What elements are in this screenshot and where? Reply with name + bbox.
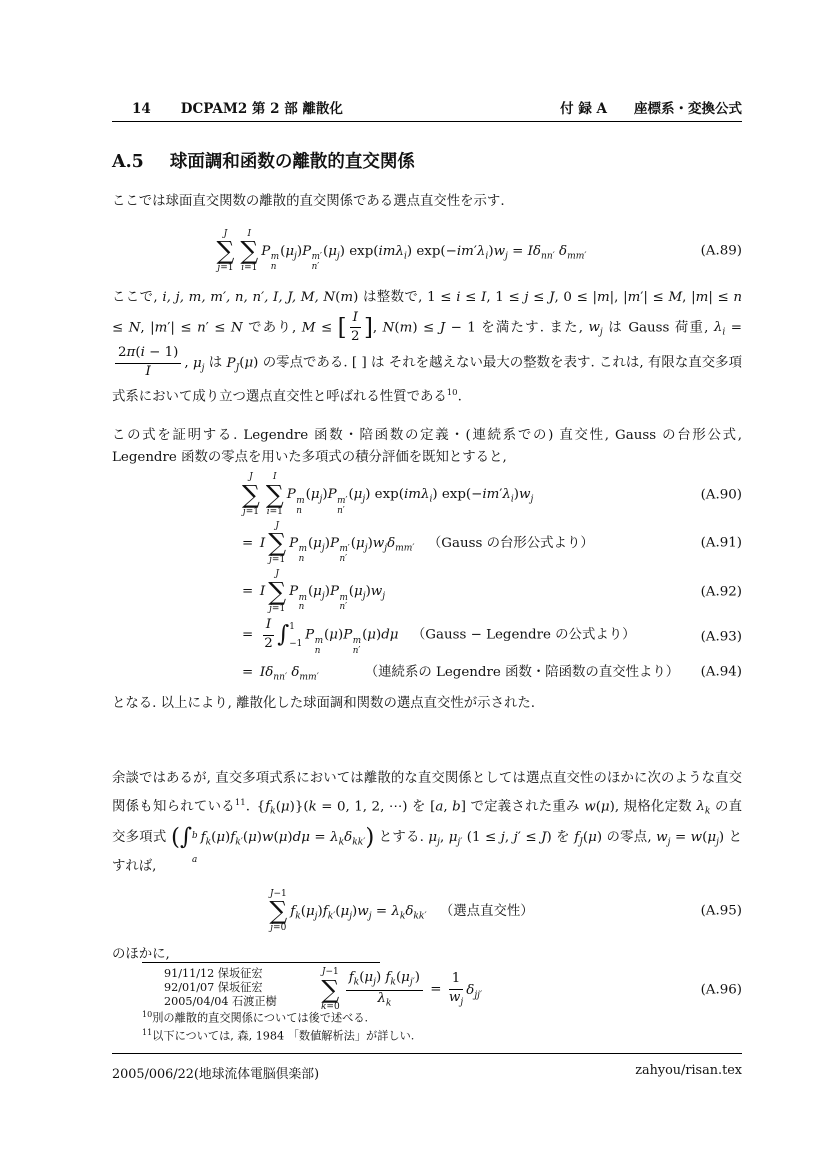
conclusion-paragraph: となる. 以上により, 離散化した球面調和関数の選点直交性が示された. xyxy=(112,696,535,712)
header-left xyxy=(112,97,343,117)
section-number: A.5 xyxy=(112,152,144,172)
equation-a94-number: (A.94) xyxy=(700,664,742,680)
section-title: 球面調和函数の離散的直交関係 xyxy=(169,152,415,172)
aside-paragraph: 余談ではあるが, 直交多項式系においては離散的な直交関係としては選点直交性のほかに次のような直交関係も知られている$^{11}$. $\{f_k(\mu)\}(k = 0$, 1, 2, ⋯) を [a, b] で定義された重み w(μ), 規格化定数 $\lambda_k$ の直交多項式 (∫ b a $f_k(\mu)f_{k'}(\mu)w(\mu)d\mu = \lambda_k\delta_{kk'}$) とする. $\mu_j$, $\mu_{j'}$ (1 ≤ j, j′ ≤ J) を $f_J(\mu)$ の零点, $w_j = w(\mu_j)$ とすれば, xyxy=(112,770,742,874)
footnote-10-mark: 10 xyxy=(142,1010,153,1020)
equation-a89-number: (A.89) xyxy=(700,243,742,259)
page-header xyxy=(112,97,742,117)
header-left-title: DCPAM2 第 2 部 離散化 xyxy=(180,101,343,117)
footnote-11-text: 以下については, 森, 1984 「数値解析法」が詳しい. xyxy=(152,1030,415,1044)
equation-a89-row xyxy=(112,229,742,274)
equation-a95-number: (A.95) xyxy=(700,903,742,919)
revision-log-entry: 2005/04/04 石渡正樹 xyxy=(164,994,277,1008)
header-right xyxy=(560,97,742,117)
equation-a96-number: (A.96) xyxy=(700,982,742,998)
footer-right-text: zahyou/risan.tex xyxy=(635,1063,742,1078)
equation-a92-row xyxy=(112,569,742,614)
footnote-area xyxy=(142,962,702,1044)
equation-a93: = $\frac{I}{2}$ ∫ 1 −1 P m n (μ)P m n′ (μ)dμ （Gauss − Legendre の公式より） xyxy=(242,617,636,656)
revision-log-entry: 91/11/12 保坂征宏 xyxy=(164,967,263,980)
header-right-title: 座標系・変換公式 xyxy=(634,101,742,117)
page-footer xyxy=(112,1053,742,1082)
equation-a91-number: (A.91) xyxy=(700,535,742,551)
footnote-11-mark: 11 xyxy=(142,1028,153,1038)
equation-a92: = I J ∑ j=1 P m n $(\mu_j)P$ m n′ $(\mu_j)w_j$ xyxy=(242,569,386,614)
equation-a90-row xyxy=(112,472,742,517)
equation-a89: J ∑ j=1 I ∑ i=1 P m n $(\mu_j)P$ m′ n′ $(\mu_j)$ exp(imλ$_i$) $\exp(-im'\lambda_i)w_j = I\delta_{nn'}$ $\delta_{mm'}$ xyxy=(216,228,587,274)
page-content xyxy=(112,97,743,1026)
equation-a90-number: (A.90) xyxy=(700,487,742,503)
page-number: 14 xyxy=(132,101,151,117)
equation-a95-row xyxy=(112,889,742,934)
footnote-rule xyxy=(142,962,380,963)
equation-a94: = $I\delta_{nn'}$ $\delta_{mm'}$ （連続系の Legendre 函数・陪函数の直交性より） xyxy=(242,665,680,684)
equation-a95: J−1 ∑ j=0 $f_k(\mu_j)f_{k'}(\mu_j)w_j = \lambda_k\delta_{kk'}$ （選点直交性） xyxy=(269,888,534,934)
intro-paragraph: ここでは球面直交関数の離散的直交関係である選点直交性を示す. xyxy=(112,194,505,209)
equation-a91: = I J ∑ j=1 P m n $(\mu_j)P$ m′ n′ $(\mu_j)w_j\delta_{mm'}$ （Gauss の台形公式より） xyxy=(242,520,594,566)
section-heading xyxy=(112,148,742,173)
equation-a91-row xyxy=(112,521,742,566)
equation-a90: J ∑ j=1 I ∑ i=1 P m n $(\mu_j)P$ m′ n′ $(\mu_j)$ exp(imλ$_i$) $\exp(-im'\lambda_i)w_j$ xyxy=(242,472,534,517)
equation-a92-number: (A.92) xyxy=(700,584,742,600)
proof-intro-paragraph: この式を証明する. Legendre 函数・陪函数の定義・(連続系での) 直交性, Gauss の台形公式, Legendre 函数の零点を用いた多項式の積分評価を既知とすると, xyxy=(112,428,742,465)
footer-left-text: 2005/006/22(地球流体電脳倶楽部) xyxy=(112,1067,320,1082)
equation-a93-row xyxy=(112,617,742,656)
equation-a94-row xyxy=(112,659,742,685)
revision-log-entry: 92/01/07 保坂征宏 xyxy=(164,980,263,994)
nohoka-line: のほかに, xyxy=(112,946,170,962)
equation-a96: J−1 ∑ k=0 $\frac{f_k(\mu_j) f_k(\mu_{j'})}{\lambda_k}$ = $\frac{1}{w_j}$ $\delta_{jj'}$ xyxy=(320,967,483,1013)
footnote-11 xyxy=(142,1026,702,1044)
header-rule xyxy=(112,121,742,122)
footnote-10-text: 別の離散的直交関係については後で述べる. xyxy=(152,1012,369,1026)
equation-a93-number: (A.93) xyxy=(700,629,742,645)
footnote-10 xyxy=(142,1008,702,1026)
header-appendix-label: 付 録 A xyxy=(560,101,607,117)
definitions-paragraph: ここで, i, j, m, m′, n, n′, I, J, M, N(m) は整数で, 1 ≤ i ≤ I, 1 ≤ j ≤ J, 0 ≤ |m|, |m′| ≤ M, |m| ≤ n ≤ N, |m′| ≤ n′ ≤ N であり, M ≤ [ $\frac{I}{2}$ ], N(m) ≤ J − 1 を満たす. また, $w_j$ は Gauss 荷重, $\lambda_i$ = $\frac{2\pi(i - 1)}{I}$ , $\mu_j$ は $P_J(\mu)$ の零点である. [ ] は それを越えない最大の整数を表す. これは, 有限な直交多項式系において成り立つ選点直交性と呼ばれる性質である$^{10}$. xyxy=(112,289,743,405)
